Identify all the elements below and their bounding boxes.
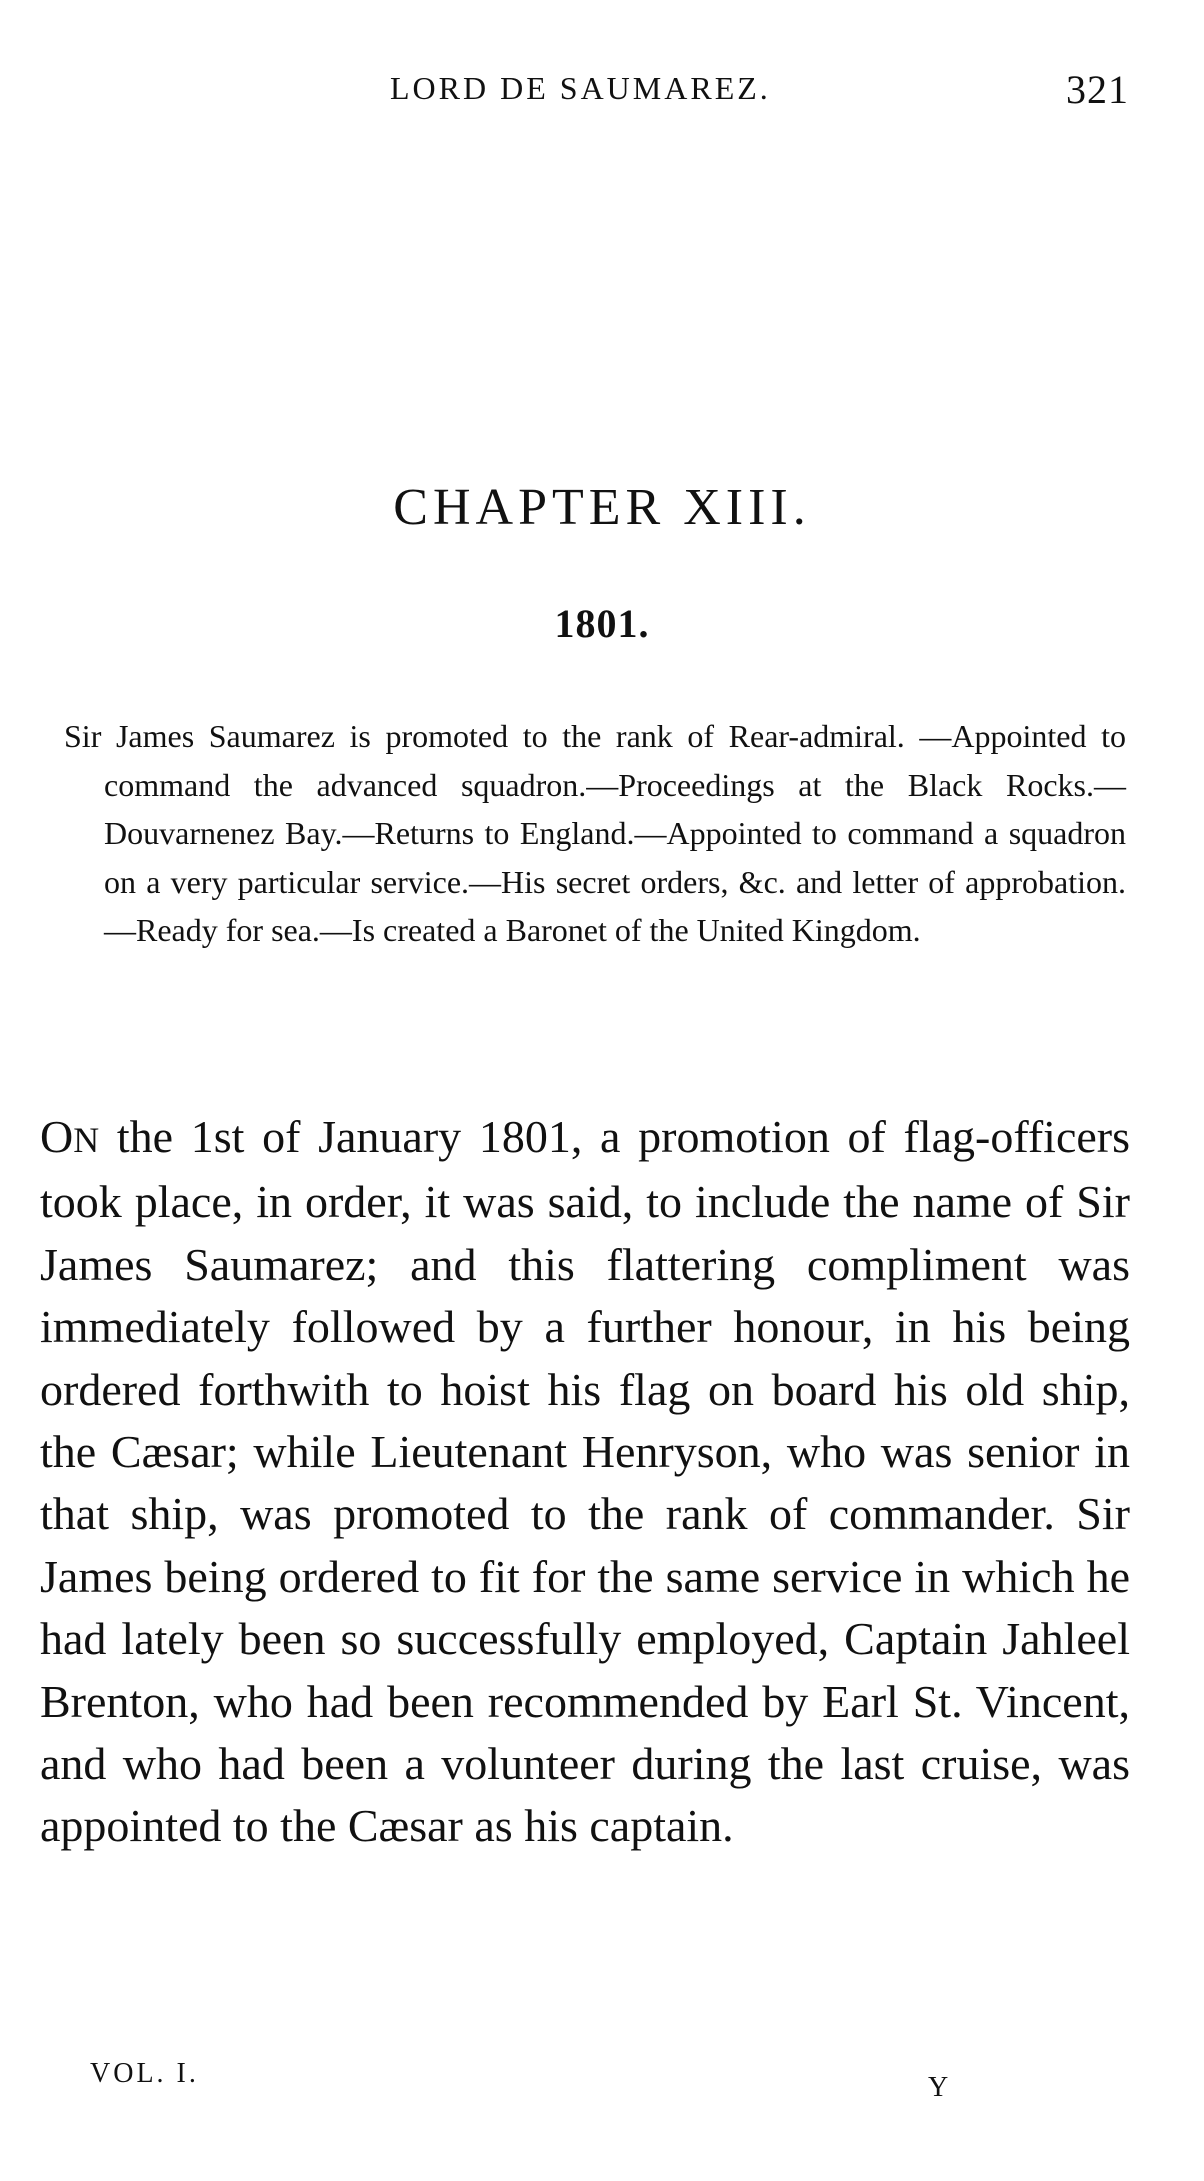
body-text: the 1st of January 1801, a promotion of flag-officers took place, in order, it was said, to include the name of Sir James Saumarez; and this flattering compliment was immediately followed by a further honour, in his being ordered forthwith to hoist his flag on board his old ship, the Cæsar; while Lieutenant Henryson, who was senior in that ship, was promoted to the rank of commander. Sir James being ordered to fit for the same service in which he had lately been so successfully employed, Captain Jahleel Brenton, who had been recommended by Earl St. Vincent, and who had been a volunteer during the last cruise, was appointed to the Cæsar as his captain. [40, 1111, 1130, 1852]
signature-mark: Y [928, 2072, 949, 2103]
chapter-title: CHAPTER XIII. [393, 479, 811, 536]
running-title: LORD DE SAUMAREZ. [390, 70, 771, 106]
chapter-summary: Sir James Saumarez is promoted to the rank of Rear-admiral. —Appointed to command the advanced squadron.—Proceedings at the Black Rocks.—Douvarnenez Bay.—Returns to England.—Appointed to command a squadron on a very particular service.—His secret orders, &c. and letter of approbation.—Ready for sea.—Is created a Baronet of the United Kingdom. [64, 718, 1126, 948]
volume-label: VOL. I. [90, 2058, 199, 2089]
page-footer [0, 2058, 1204, 2108]
body-paragraph [40, 1106, 1130, 1858]
page-number: 321 [1066, 67, 1129, 112]
chapter-year: 1801. [554, 601, 650, 646]
opening-initial: O [40, 1111, 74, 1162]
running-head [0, 67, 1204, 120]
opening-smallcaps: N [73, 1120, 100, 1160]
